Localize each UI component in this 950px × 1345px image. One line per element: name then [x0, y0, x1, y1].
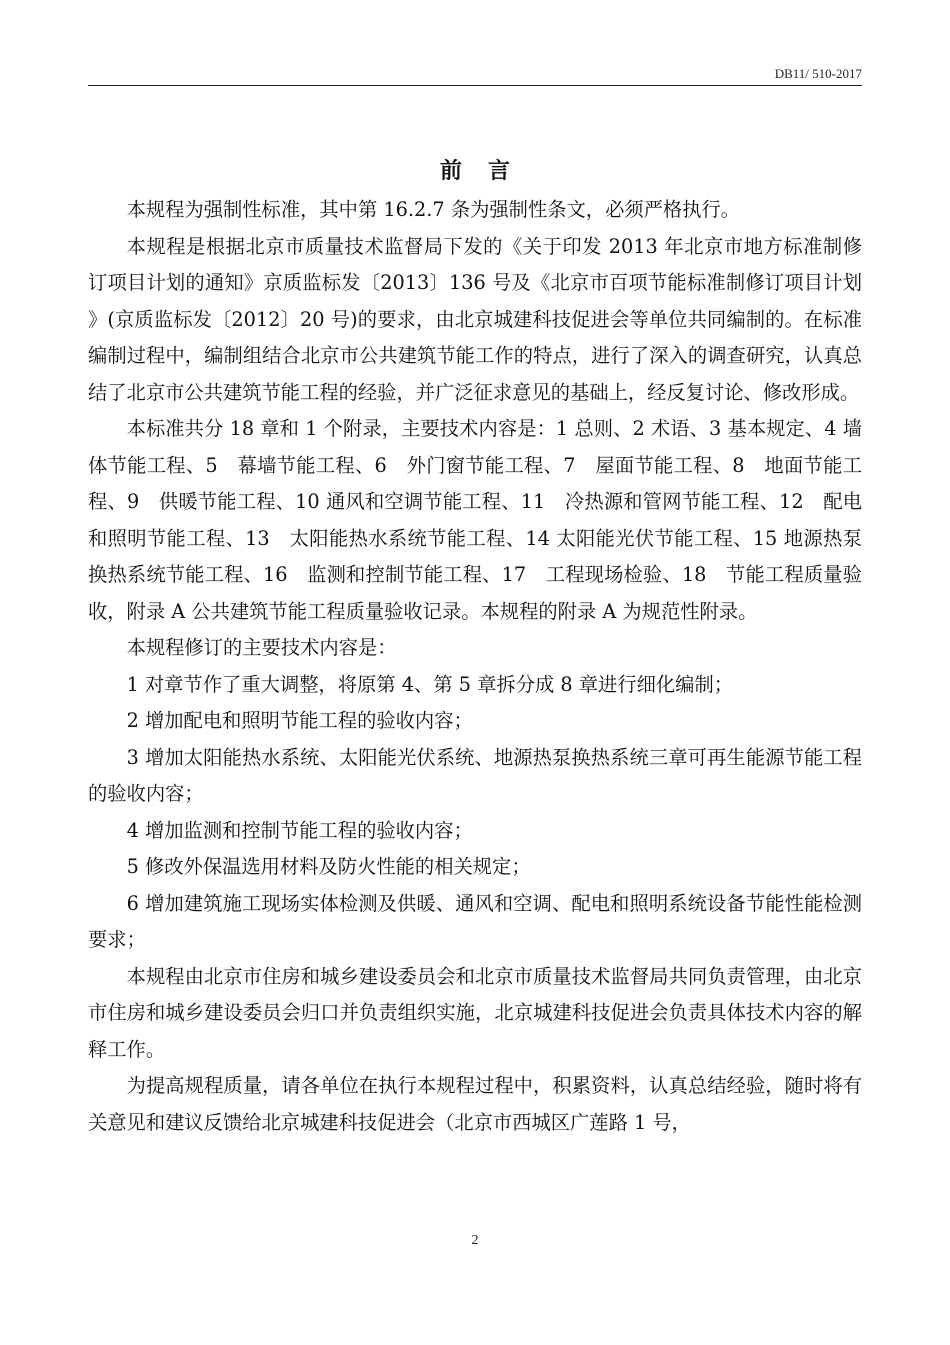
page-title: 前言 — [439, 159, 536, 184]
paragraph-mandatory-statement: 本规程为强制性标准，其中第 16.2.7 条为强制性条文，必须严格执行。 — [126, 198, 741, 221]
paragraph-management: 本规程由北京市住房和城乡建设委员会和北京市质量技术监督局共同负责管理，由北京市住房和城乡建设委员会归口并负责组织实施，北京城建科技促进会负责具体技术内容的解释工作。 — [88, 964, 862, 1061]
header-rule — [88, 85, 862, 86]
paragraph-contents: 本标准共分 18 章和 1 个附录，主要技术内容是：1 总则、2 术语、3 基本规定、4 墙体节能工程、5 幕墙节能工程、6 外门窗节能工程、7 屋面节能工程、8 地面节能工程、9 供暖节能工程、10 通风和空调节能工程、11 冷热源和管网节能工程、12 配电和照明节能工程、13 太阳能热水系统节能工程、14 太阳能光伏节能工程、15 地源热泵换热系统节能工程、16 监测和控制节能工程、17 工程现场检验、18 节能工程质量验收，附录 A 公共建筑节能工程质量验收记录。本规程的附录 A 为规范性附录。 — [88, 417, 862, 623]
paragraph-revision-intro: 本规程修订的主要技术内容是： — [126, 636, 397, 659]
paragraph-background: 本规程是根据北京市质量技术监督局下发的《关于印发 2013 年北京市地方标准制修订项目计划的通知》京质监标发〔2013〕136 号及《北京市百项节能标准制修订项目计划 》(京质监标发〔2012〕20 号)的要求，由北京城建科技促进会等单位共同编制的。在标准编制过程中，编制组结合北京市公共建筑节能工作的特点，进行了深入的调查研究，认真总结了北京市公共建筑节能工程的经验，并广泛征求意见的基础上，经反复讨论、修改形成。 — [88, 234, 862, 404]
revision-item-4: 4 增加监测和控制节能工程的验收内容； — [126, 818, 473, 842]
revision-item-1: 1 对章节作了重大调整，将原第 4、第 5 章拆分成 8 章进行细化编制； — [126, 672, 734, 696]
document-code: DB11/ 510-2017 — [774, 66, 862, 81]
revision-item-5: 5 修改外保温选用材料及防火性能的相关规定； — [126, 855, 531, 878]
page-number: 2 — [471, 1233, 479, 1248]
revision-item-2: 2 增加配电和照明节能工程的验收内容； — [126, 709, 473, 732]
revision-item-3: 3 增加太阳能热水系统、太阳能光伏系统、地源热泵换热系统三章可再生能源节能工程的验收内容； — [88, 745, 862, 805]
paragraph-feedback: 为提高规程质量，请各单位在执行本规程过程中，积累资料，认真总结经验，随时将有关意见和建议反馈给北京城建科技促进会（北京市西城区广莲路 1 号， — [88, 1074, 862, 1134]
revision-item-6: 6 增加建筑施工现场实体检测及供暖、通风和空调、配电和照明系统设备节能性能检测要求； — [88, 891, 862, 951]
body-content — [88, 192, 862, 1141]
